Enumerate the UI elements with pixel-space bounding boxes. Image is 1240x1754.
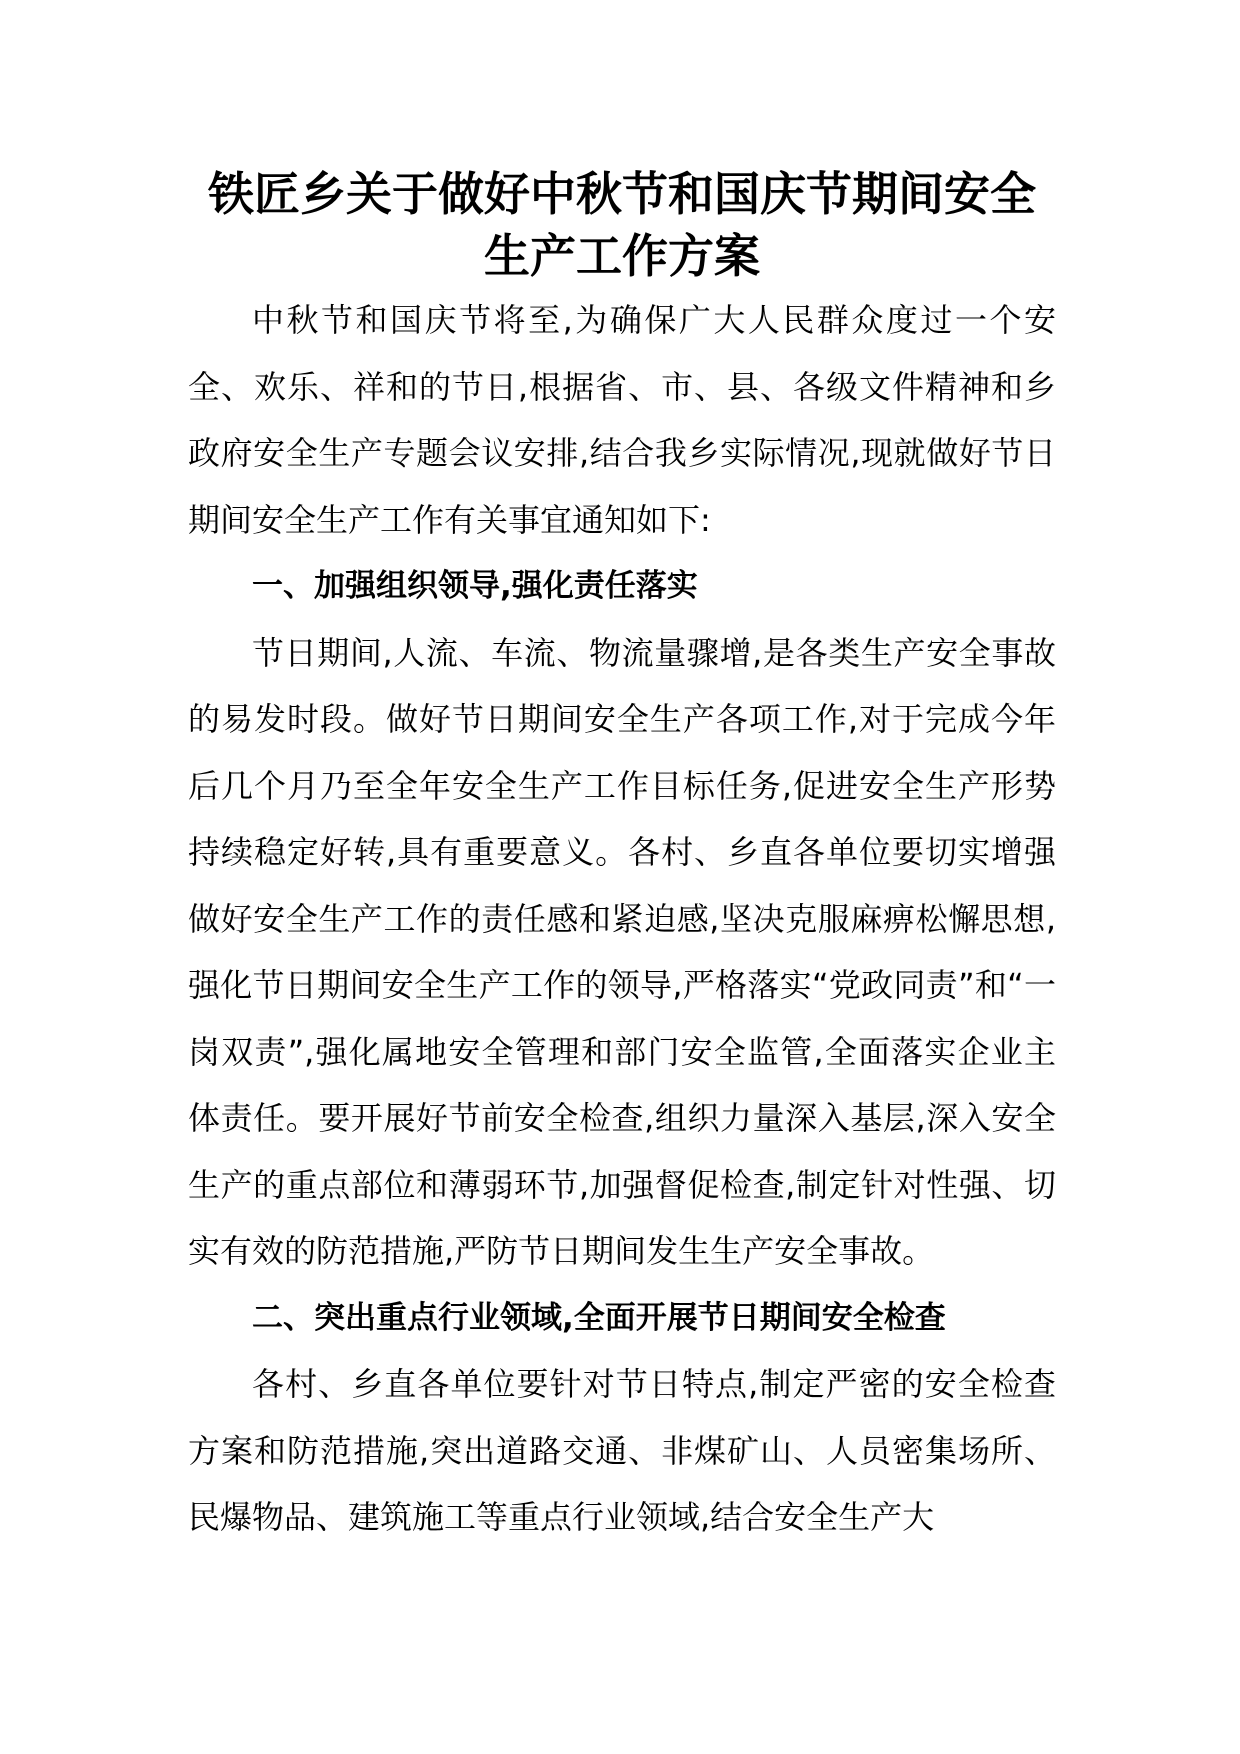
document-title-line-2: 生产工作方案: [484, 229, 760, 283]
section-2-paragraph: 各村、乡直各单位要针对节日特点,制定严密的安全检查方案和防范措施,突出道路交通、非煤矿山、人员密集场所、民爆物品、建筑施工等重点行业领域,结合安全生产大: [188, 1365, 1056, 1536]
document-page: [188, 163, 1056, 1551]
document-title: [188, 163, 1056, 287]
section-2-heading: 二、突出重点行业领域,全面开展节日期间安全检查: [252, 1299, 946, 1336]
section-1-heading: 一、加强组织领导,强化责任落实: [252, 568, 698, 604]
intro-paragraph: 中秋节和国庆节将至,为确保广大人民群众度过一个安全、欢乐、祥和的节日,根据省、市、县、各级文件精神和乡政府安全生产专题会议安排,结合我乡实际情况,现就做好节日期间安全生产工作有关事宜通知如下:: [188, 301, 1056, 539]
document-title-line-1: 铁匠乡关于做好中秋节和国庆节期间安全: [208, 167, 1036, 221]
section-1-paragraph: 节日期间,人流、车流、物流量骤增,是各类生产安全事故的易发时段。做好节日期间安全生产各项工作,对于完成今年后几个月乃至全年安全生产工作目标任务,促进安全生产形势持续稳定好转,具有重要意义。各村、乡直各单位要切实增强做好安全生产工作的责任感和紧迫感,坚决克服麻痹松懈思想,强化节日期间安全生产工作的领导,严格落实“党政同责”和“一岗双责”,强化属地安全管理和部门安全监管,全面落实企业主体责任。要开展好节前安全检查,组织力量深入基层,深入安全生产的重点部位和薄弱环节,加强督促检查,制定针对性强、切实有效的防范措施,严防节日期间发生生产安全事故。: [188, 633, 1056, 1270]
